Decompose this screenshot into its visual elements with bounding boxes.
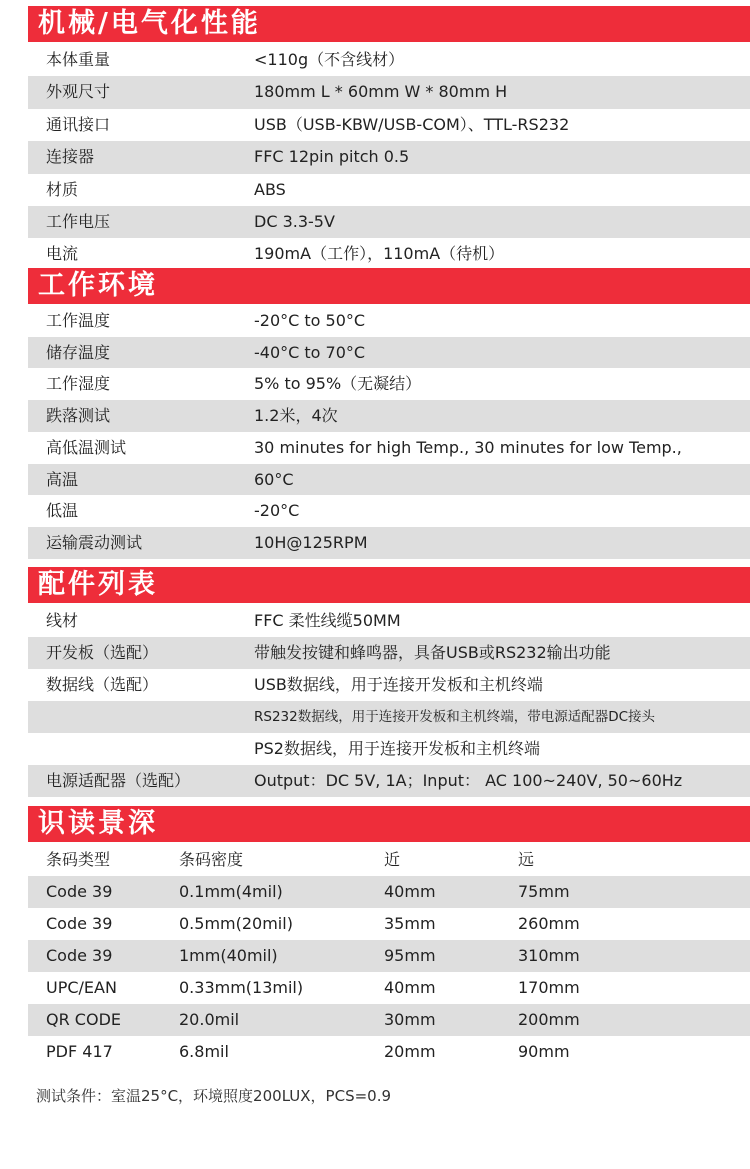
column-header: 近 [384,850,401,869]
table-row [28,432,750,464]
table-cell: 1mm(40mil) [179,946,278,965]
row-label: 高温 [46,469,79,489]
row-value: 60°C [254,469,294,489]
table-row [28,605,750,637]
table-cell: 0.33mm(13mil) [179,978,304,997]
table-header-row [28,844,750,876]
table-row [28,495,750,527]
row-value: 带触发按键和蜂鸣器，具备USB或RS232输出功能 [254,643,611,662]
table-cell: 0.1mm(4mil) [179,882,283,901]
table-cell: Code 39 [46,914,113,933]
row-label: 外观尺寸 [46,82,111,102]
row-label: 储存温度 [46,342,111,362]
table-row [28,305,750,337]
table-row [28,1036,750,1068]
row-value: 1.2米，4次 [254,406,338,426]
table-row [28,1004,750,1036]
row-label: 工作电压 [46,212,111,231]
table-row [28,76,750,108]
table-cell: UPC/EAN [46,978,117,997]
table-cell: 90mm [518,1042,570,1061]
table-cell: QR CODE [46,1010,121,1029]
row-value: 10H@125RPM [254,532,368,552]
row-label: 工作温度 [46,311,111,330]
row-value: ABS [254,179,286,199]
table-cell: Code 39 [46,882,113,901]
table-row [28,637,750,669]
row-value: <110g（不含线材） [254,50,405,69]
table-cell: 170mm [518,978,580,997]
table-cell: 20.0mil [179,1010,240,1029]
row-label: 高低温测试 [46,437,127,457]
table-cell: 0.5mm(20mil) [179,914,293,933]
column-header: 条码类型 [46,850,111,869]
table-cell: 260mm [518,914,580,933]
table-row [28,701,750,733]
row-label: 跌落测试 [46,406,111,426]
row-label: 运输震动测试 [46,532,143,552]
test-condition-note: 测试条件：室温25°C，环境照度200LUX，PCS=0.9 [36,1087,392,1105]
column-header: 条码密度 [179,850,244,869]
row-value: PS2数据线，用于连接开发板和主机终端 [254,739,540,758]
section-title-parts: 配件列表 [28,567,750,603]
row-label: 数据线（选配） [46,675,159,694]
row-value: 5% to 95%（无凝结） [254,374,422,394]
table-cell: PDF 417 [46,1042,113,1061]
table-cell: 310mm [518,946,580,965]
row-label: 线材 [46,611,79,630]
table-cell: 200mm [518,1010,580,1029]
table-cell: 40mm [384,882,436,901]
row-value: DC 3.3-5V [254,212,335,231]
section-title-env: 工作环境 [28,268,750,304]
row-value: -40°C to 70°C [254,342,366,362]
table-row [28,464,750,496]
row-label: 工作湿度 [46,374,111,394]
table-row [28,174,750,206]
table-row [28,527,750,559]
table-cell: 95mm [384,946,436,965]
column-header: 远 [518,850,535,869]
row-label: 低温 [46,501,79,521]
row-value: -20°C to 50°C [254,311,366,330]
table-row [28,109,750,141]
table-row [28,972,750,1004]
table-cell: 40mm [384,978,436,997]
row-value: Output：DC 5V, 1A；Input： AC 100~240V, 50~60Hz [254,771,683,790]
table-row [28,368,750,400]
table-cell: 20mm [384,1042,436,1061]
table-row [28,44,750,76]
table-row [28,908,750,940]
table-cell: 30mm [384,1010,436,1029]
row-value: USB数据线，用于连接开发板和主机终端 [254,675,543,694]
row-value: USB（USB-KBW/USB-COM）、TTL-RS232 [254,114,570,134]
row-label: 开发板（选配） [46,643,159,662]
row-label: 连接器 [46,147,95,167]
table-cell: 75mm [518,882,570,901]
table-row [28,876,750,908]
section-title-mech: 机械/电气化性能 [28,6,750,42]
table-row [28,669,750,701]
table-row [28,337,750,369]
row-value: 180mm L * 60mm W * 80mm H [254,82,508,102]
row-label: 通讯接口 [46,114,111,134]
row-label: 本体重量 [46,50,111,69]
row-label: 电源适配器（选配） [46,771,191,790]
table-row [28,141,750,173]
section-title-depth: 识读景深 [28,806,750,842]
table-cell: 35mm [384,914,436,933]
table-row [28,733,750,765]
row-value: RS232数据线，用于连接开发板和主机终端，带电源适配器DC接头 [254,709,656,725]
row-value: -20°C [254,501,300,521]
table-row [28,400,750,432]
row-value: FFC 柔性线缆50MM [254,611,401,630]
row-label: 电流 [46,244,79,264]
table-cell: 6.8mil [179,1042,229,1061]
table-row [28,238,750,270]
table-row [28,940,750,972]
table-cell: Code 39 [46,946,113,965]
row-label: 材质 [46,179,79,199]
table-row [28,206,750,238]
row-value: 30 minutes for high Temp., 30 minutes for low Temp., [254,437,682,457]
row-value: 190mA（工作），110mA（待机） [254,244,505,264]
row-value: FFC 12pin pitch 0.5 [254,147,410,167]
table-row [28,765,750,797]
